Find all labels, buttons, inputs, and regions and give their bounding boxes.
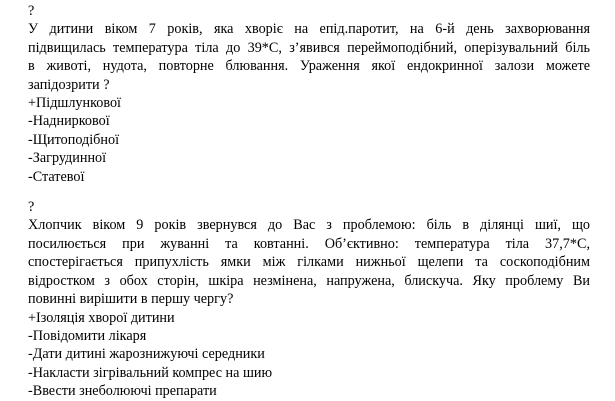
answer-option: -Дати дитині жарознижуючі середники xyxy=(28,346,265,363)
answer-option: -Надниркової xyxy=(28,113,110,130)
question-text-line: запідозрити ? xyxy=(28,76,110,93)
answer-option: -Загрудинної xyxy=(28,150,107,167)
answer-option: -Повідомити лікаря xyxy=(28,327,147,344)
question-text-line: повинні вирішити в першу чергу? xyxy=(28,291,234,308)
question-block-2 xyxy=(28,198,590,400)
question-text-line: в животі, нудота, повторне блювання. Ураження якої ендокринної залози можете xyxy=(28,58,590,75)
question-text-line: відростком з обох сторін, шкіра незмінена, напружена, блискуча. Яку проблему Ви xyxy=(28,272,590,289)
question-text-line: У дитини віком 7 років, яка хворіє на епід.паротит, на 6-й день захворювання xyxy=(28,21,590,38)
answer-option: -Статевої xyxy=(28,168,85,185)
document xyxy=(28,2,590,401)
answer-option-correct: +Підшлункової xyxy=(28,95,122,112)
question-block-1 xyxy=(28,2,590,186)
question-marker: ? xyxy=(28,3,35,19)
question-text-line: підвищилась температура тіла до 39*С, з’явився переймоподібний, оперізувальний біль xyxy=(28,39,590,56)
answer-option: -Ввести знеболюючі препарати xyxy=(28,383,217,400)
question-marker: ? xyxy=(28,199,35,216)
answer-option: -Накласти зігрівальний компрес на шию xyxy=(28,364,273,381)
question-text-line: посилюється при жуванні та ковтанні. Об’єктивно: температура тіла 37,7*С, xyxy=(28,235,590,252)
answer-option: -Щитоподібної xyxy=(28,131,120,148)
question-text-line: спостерігається припухлість ямки між гілками нижньої щелепи та соскоподібним xyxy=(28,254,590,271)
answer-option-correct: +Ізоляція хворої дитини xyxy=(28,309,175,326)
question-text-line: Хлопчик віком 9 років звернувся до Вас з проблемою: біль в ділянці шиї, що xyxy=(28,217,590,234)
